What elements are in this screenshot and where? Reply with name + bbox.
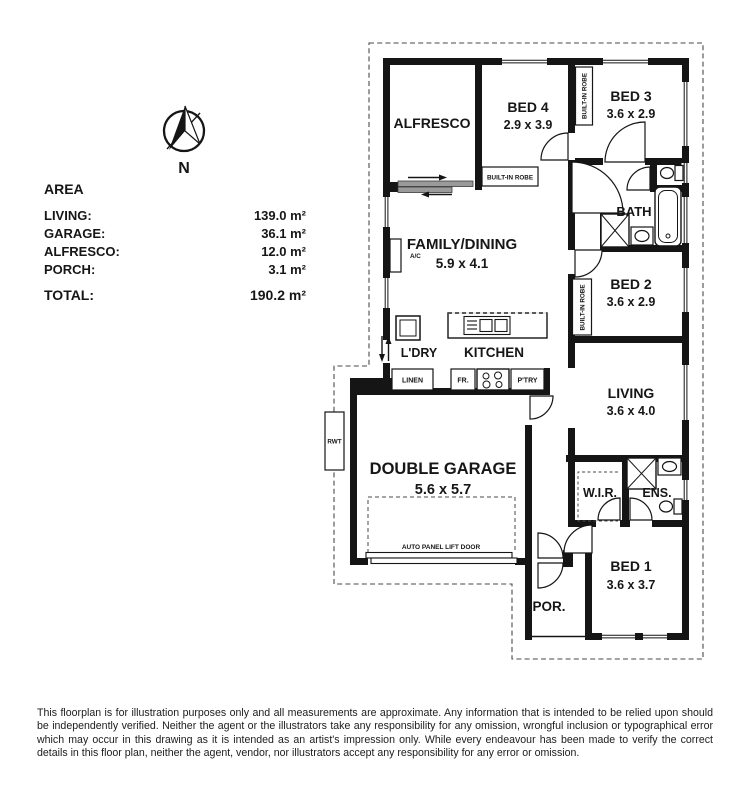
laundry-tub-icon [396, 316, 420, 340]
wall-bed1-bottom [585, 633, 689, 640]
wc-toilet-icon [661, 166, 684, 181]
room-label-bed4: BED 4 [507, 99, 549, 115]
bed2-door [575, 250, 602, 277]
ens-shower-icon [627, 458, 656, 489]
room-label-ens: ENS. [642, 486, 672, 500]
room-label-kitchen: KITCHEN [464, 345, 524, 360]
ac-unit-icon [390, 239, 401, 272]
area-value: 12.0 m² [261, 244, 306, 259]
window-top-bed3 [603, 58, 648, 66]
wall-spine-d [568, 428, 575, 527]
room-label-bed1: BED 1 [610, 558, 652, 574]
north-compass-icon [164, 106, 204, 177]
area-row-total [44, 286, 306, 304]
front-door-upper [538, 533, 563, 558]
room-label-bed2: BED 2 [610, 276, 652, 292]
room-dims-living: 3.6 x 4.0 [606, 404, 656, 418]
area-row-porch [44, 261, 306, 279]
area-table [44, 181, 306, 304]
bed3-door [605, 122, 645, 162]
label-ac: A/C [410, 253, 421, 260]
area-label: LIVING: [44, 208, 92, 223]
bathtub-icon [655, 187, 681, 246]
wall-pantry-stub [544, 368, 550, 395]
wall-garage-left [350, 378, 357, 565]
wall-garage-right-porch-left [525, 425, 532, 640]
window-bed1-bottom-1 [602, 633, 635, 641]
label-garage-door: AUTO PANEL LIFT DOOR [401, 544, 481, 551]
sliding-door-icon [398, 175, 473, 198]
ens-toilet-icon [660, 499, 683, 514]
label-robe-bed3: BUILT-IN ROBE [581, 72, 589, 120]
area-value: 139.0 m² [253, 208, 306, 223]
area-label: GARAGE: [44, 226, 106, 241]
room-label-living: LIVING [607, 385, 655, 401]
wall-ens-bottom [652, 520, 689, 527]
bed1-door [564, 525, 592, 553]
label-rwt: RWT [327, 438, 342, 446]
room-label-family: FAMILY/DINING [406, 236, 518, 253]
cooktop-icon [477, 369, 509, 390]
wall-alfresco-right [475, 58, 482, 190]
area-row-garage [44, 225, 306, 243]
front-door-lower [538, 563, 563, 588]
room-dims-bed2: 3.6 x 2.9 [606, 295, 656, 309]
window-left-family-1 [383, 197, 391, 227]
bath-sink-icon [631, 227, 653, 245]
window-right-living [682, 365, 690, 420]
window-right-bed3 [682, 82, 690, 146]
label-robe-bed2: BUILT-IN ROBE [579, 284, 587, 331]
area-value: 36.1 m² [261, 226, 306, 241]
wall-wc-left [650, 165, 657, 192]
area-label: ALFRESCO: [44, 244, 120, 259]
wall-bed1-left [585, 552, 592, 640]
wall-garage-bottom-left [350, 558, 368, 565]
room-dims-bed1: 3.6 x 3.7 [606, 578, 656, 592]
room-label-garage: DOUBLE GARAGE [369, 460, 517, 478]
wall-spine-a [568, 58, 575, 133]
window-bed1-bottom-2 [643, 633, 667, 641]
room-dims-garage: 5.6 x 5.7 [414, 482, 472, 498]
area-table-title: AREA [44, 181, 84, 197]
wall-door-pier [620, 520, 630, 527]
window-right-bed2 [682, 268, 690, 312]
garage-panel-door [366, 553, 517, 564]
room-label-alfresco: ALFRESCO [393, 115, 471, 131]
ens-door [630, 498, 652, 520]
area-label: TOTAL: [44, 287, 95, 303]
room-label-bed3: BED 3 [610, 88, 652, 104]
area-row-alfresco [44, 243, 306, 261]
area-row-living [44, 207, 306, 225]
disclaimer-text: This floorplan is for illustration purposes only and all measurements are approximate. Any information that is intended to be relied upon should be independently verified. Neither the agent or the illustrators take any responsibility for any omission, wrongful inclusion or typographical error which may occur in this drawing as it is intended as an artist's impression only. While every endeavour has been made to verify the correct details in this floor plan, neither the agent, vendor, nor illustrators accept any responsibility for any error or omission. [37, 706, 713, 760]
wir-door [598, 498, 620, 520]
label-robe-bed4: BUILT-IN ROBE [486, 174, 534, 182]
wc-door [627, 167, 650, 190]
area-value: 190.2 m² [249, 287, 306, 303]
area-label: PORCH: [44, 262, 96, 277]
wall-alfresco-corner [383, 182, 400, 192]
room-dims-bed3: 3.6 x 2.9 [606, 107, 656, 121]
room-dims-bed4: 2.9 x 3.9 [503, 118, 553, 132]
window-right-bath [682, 197, 690, 243]
room-label-bath: BATH [616, 204, 652, 219]
room-label-ldry: L'DRY [400, 346, 438, 360]
wall-bed2-living [568, 336, 689, 343]
bed4-door [541, 133, 568, 160]
room-dims-family: 5.9 x 4.1 [435, 256, 489, 271]
label-linen: LINEN [402, 377, 423, 385]
hall-door [572, 162, 623, 213]
area-value: 3.1 m² [268, 262, 306, 277]
room-label-porch: POR. [532, 599, 566, 614]
ens-sink-icon [658, 458, 681, 475]
kitchen-sink-icon [464, 317, 510, 335]
doors [530, 122, 652, 588]
room-label-wir: W.I.R. [582, 486, 618, 500]
window-right-ens [682, 480, 690, 500]
garage-entry-door [530, 396, 553, 419]
window-left-family-2 [383, 278, 391, 308]
kitchen-bench [448, 313, 547, 338]
window-top-bed4 [502, 58, 547, 66]
compass-north-label: N [178, 160, 190, 177]
label-fridge: FR. [457, 377, 469, 385]
label-pantry: P'TRY [517, 377, 538, 385]
